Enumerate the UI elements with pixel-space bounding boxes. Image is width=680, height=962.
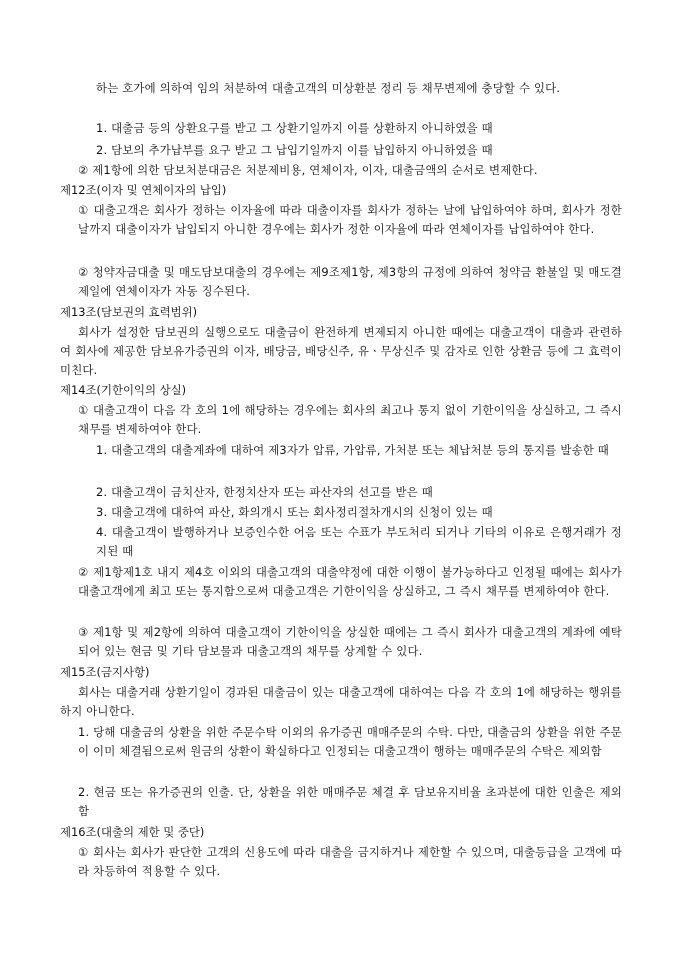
heading-article-13: 제13조(담보권의 효력범위): [60, 305, 198, 319]
list-item-art11-1: 1. 대출금 등의 상환요구를 받고 그 상환기일까지 이를 상환하지 아니하였을 때: [96, 121, 493, 135]
paragraph-art14-1: ① 대출고객이 다음 각 호의 1에 해당하는 경우에는 회사의 최고나 통지 없이 기한이익을 상실하고, 그 즉시 채무를 변제하여야 한다.: [78, 403, 622, 436]
heading-article-12: 제12조(이자 및 연체이자의 납입): [60, 183, 227, 197]
paragraph-art11-continuation: 하는 호가에 의하여 임의 처분하여 대출고객의 미상환분 정리 등 채무변제에 충당할 수 있다.: [96, 81, 561, 95]
paragraph-art11-2: ② 제1항에 의한 담보처분대금은 처분제비용, 연체이자, 이자, 대출금액의 순서로 변제한다.: [78, 163, 538, 177]
paragraph-art12-2: ② 청약자금대출 및 매도담보대출의 경우에는 제9조제1항, 제3항의 규정에 의하여 청약금 환불일 및 매도결제일에 연체이자가 자동 징수된다.: [78, 265, 622, 298]
paragraph-art13: 회사가 설정한 담보권의 실행으로도 대출금이 완전하게 변제되지 아니한 때에는 대출고객이 대출과 관련하여 회사에 제공한 담보유가증권의 이자, 배당금, 배당신주, 유ㆍ무상신주 및 감자로 인한 상환금 등에 그 효력이 미친다.: [60, 325, 622, 377]
paragraph-art14-2: ② 제1항제1호 내지 제4호 이외의 대출고객의 대출약정에 대한 이행이 불가능하다고 인정될 때에는 회사가 대출고객에게 최고 또는 통지함으로써 대출고객은 기한이익을 상실하고, 그 즉시 채무를 변제하여야 한다.: [78, 565, 622, 598]
list-item-art14-1: 1. 대출고객의 대출계좌에 대하여 제3자가 압류, 가압류, 가처분 또는 체납처분 등의 통지를 발송한 때: [96, 443, 609, 457]
paragraph-art15: 회사는 대출거래 상환기일이 경과된 대출금이 있는 대출고객에 대하여는 다음 각 호의 1에 해당하는 행위를 하지 아니한다.: [60, 685, 622, 718]
list-item-art15-1: 1. 당해 대출금의 상환을 위한 주문수탁 이외의 유가증권 매매주문의 수탁. 다만, 대출금의 상환을 위한 주문이 이미 체결됨으로써 원금의 상환이 확실하다고 인정되는 대출고객이 행하는 매매주문의 수탁은 제외함: [78, 725, 622, 758]
heading-article-14: 제14조(기한이익의 상실): [60, 383, 187, 397]
paragraph-art12-1: ① 대출고객은 회사가 정하는 이자율에 따라 대출이자를 회사가 정하는 날에 납입하여야 하며, 회사가 정한 날까지 대출이자가 납입되지 아니한 경우에는 회사가 정한 이자율에 따라 연체이자를 납입하여야 한다.: [78, 203, 622, 236]
list-item-art14-3: 3. 대출고객에 대하여 파산, 화의개시 또는 회사정리절차개시의 신청이 있는 때: [96, 505, 493, 519]
heading-article-15: 제15조(금지사항): [60, 665, 150, 679]
list-item-art14-4: 4. 대출고객이 발행하거나 보증인수한 어음 또는 수표가 부도처리 되거나 기타의 이유로 은행거래가 정지된 때: [96, 525, 622, 558]
list-item-art11-2: 2. 담보의 추가납부를 요구 받고 그 납입기일까지 이를 납입하지 아니하였을 때: [96, 143, 493, 157]
list-item-art14-2: 2. 대출고객이 금치산자, 한정치산자 또는 파산자의 선고를 받은 때: [96, 485, 433, 499]
heading-article-16: 제16조(대출의 제한 및 중단): [60, 825, 205, 839]
paragraph-art14-3: ③ 제1항 및 제2항에 의하여 대출고객이 기한이익을 상실한 때에는 그 즉시 회사가 대출고객의 계좌에 예탁되어 있는 현금 및 기타 담보물과 대출고객의 채무를 상계할 수 있다.: [78, 625, 622, 658]
paragraph-art16-1: ① 회사는 회사가 판단한 고객의 신용도에 따라 대출을 금지하거나 제한할 수 있으며, 대출등급을 고객에 따라 차등하여 적용할 수 있다.: [78, 845, 622, 878]
list-item-art15-2: 2. 현금 또는 유가증권의 인출. 단, 상환을 위한 매매주문 체결 후 담보유지비율 초과분에 대한 인출은 제외함: [78, 785, 622, 818]
